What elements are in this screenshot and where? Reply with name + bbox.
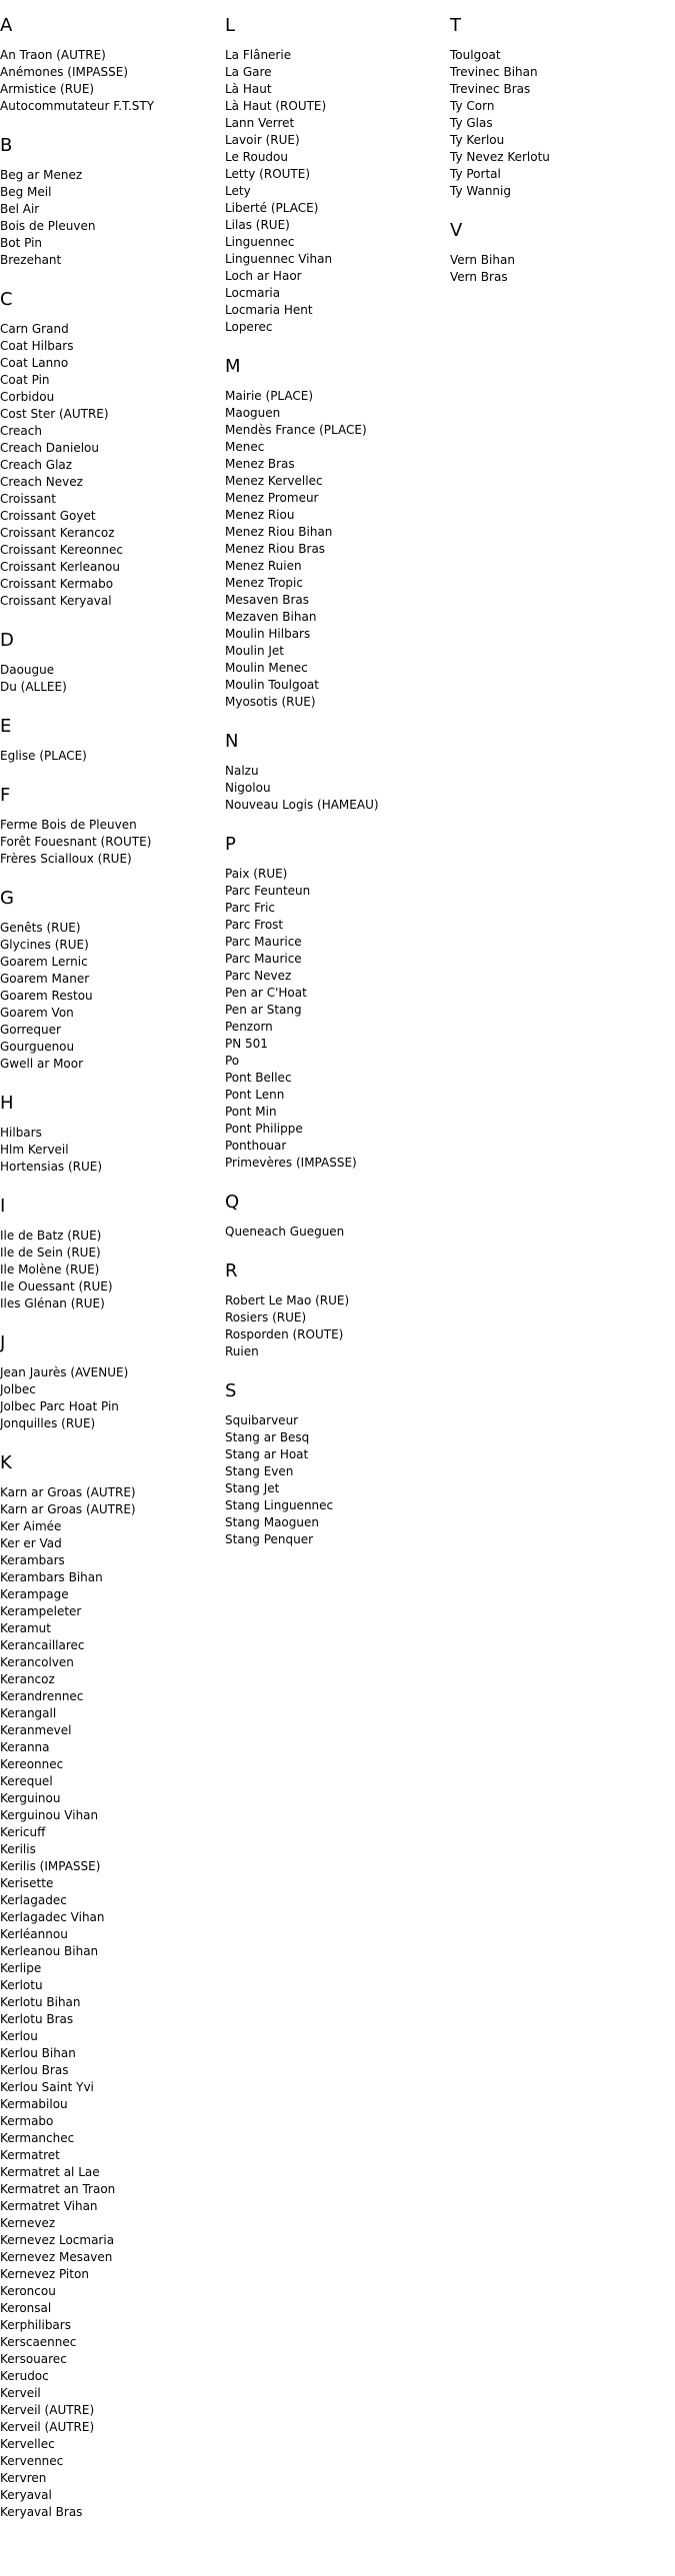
street-link[interactable]: Kerangall bbox=[0, 1706, 57, 1720]
street-link[interactable]: Stang Penquer bbox=[225, 1532, 314, 1546]
section-letter-heading: T bbox=[450, 15, 461, 36]
letter-section bbox=[0, 630, 220, 696]
street-list bbox=[450, 252, 670, 286]
street-link[interactable]: Keryaval bbox=[0, 2488, 52, 2502]
street-link[interactable]: Liberté (PLACE) bbox=[225, 201, 319, 215]
street-link[interactable]: Keranmevel bbox=[0, 1723, 72, 1737]
street-link[interactable]: Le Roudou bbox=[225, 150, 288, 164]
street-link[interactable]: Ker Aimée bbox=[0, 1519, 62, 1533]
street-link[interactable]: Kerleanou Bihan bbox=[0, 1944, 99, 1958]
street-link[interactable]: Kermatret an Traon bbox=[0, 2182, 116, 2196]
street-list bbox=[0, 321, 220, 610]
street-link[interactable]: Bel Air bbox=[0, 202, 40, 216]
street-link[interactable]: Linguennec Vihan bbox=[225, 252, 333, 266]
street-link[interactable]: Kerandrennec bbox=[0, 1689, 84, 1703]
section-letter-heading: D bbox=[0, 630, 14, 651]
street-link[interactable]: Kerlagadec bbox=[0, 1893, 67, 1907]
street-link[interactable]: Ferme Bois de Pleuven bbox=[0, 818, 137, 832]
letter-section bbox=[0, 1452, 220, 2521]
street-link[interactable]: La Gare bbox=[225, 65, 272, 79]
street-link[interactable]: Beg Meil bbox=[0, 185, 52, 199]
letter-section bbox=[0, 1196, 220, 1312]
street-link[interactable]: Genêts (RUE) bbox=[0, 921, 81, 935]
street-link[interactable]: Stang Jet bbox=[225, 1481, 280, 1495]
street-link[interactable]: Menez Riou bbox=[225, 508, 295, 522]
street-link[interactable]: Croissant Kereonnec bbox=[0, 543, 123, 557]
street-list bbox=[225, 388, 445, 711]
street-link[interactable]: Ty Kerlou bbox=[450, 133, 505, 147]
letter-section bbox=[225, 1380, 445, 1548]
street-link[interactable]: Ile de Batz (RUE) bbox=[0, 1229, 102, 1243]
street-link[interactable]: Eglise (PLACE) bbox=[0, 749, 87, 763]
street-link[interactable]: Nigolou bbox=[225, 781, 271, 795]
street-link[interactable]: Ty Wannig bbox=[450, 184, 511, 198]
section-letter-heading: L bbox=[225, 15, 236, 36]
street-link[interactable]: Ile Molène (RUE) bbox=[0, 1263, 100, 1277]
street-link[interactable]: Goarem Maner bbox=[0, 972, 90, 986]
street-link[interactable]: Kerveil bbox=[0, 2386, 41, 2400]
index-column bbox=[225, 15, 445, 1568]
street-link[interactable]: Parc Fric bbox=[225, 901, 276, 915]
street-link[interactable]: Parc Frost bbox=[225, 918, 284, 932]
street-link[interactable]: Parc Maurice bbox=[225, 935, 302, 949]
section-letter-heading: M bbox=[225, 356, 241, 377]
street-list bbox=[0, 1364, 220, 1432]
street-link[interactable]: Kerphilibars bbox=[0, 2318, 71, 2332]
street-link[interactable]: Vern Bras bbox=[450, 270, 508, 284]
letter-section bbox=[450, 220, 670, 286]
street-link[interactable]: Paix (RUE) bbox=[225, 867, 288, 881]
street-list bbox=[225, 1292, 445, 1360]
street-link[interactable]: Moulin Jet bbox=[225, 644, 285, 658]
street-link[interactable]: Vern Bihan bbox=[450, 253, 515, 267]
section-letter-heading: J bbox=[0, 1332, 6, 1353]
street-link[interactable]: Moulin Toulgoat bbox=[225, 678, 319, 692]
street-link[interactable]: Armistice (RUE) bbox=[0, 82, 95, 96]
street-link[interactable]: Kerancolven bbox=[0, 1655, 74, 1669]
street-link[interactable]: Kerequel bbox=[0, 1774, 53, 1788]
street-link[interactable]: Iles Glénan (RUE) bbox=[0, 1296, 105, 1310]
street-link[interactable]: Gourguenou bbox=[0, 1040, 75, 1054]
street-link[interactable]: Cost Ster (AUTRE) bbox=[0, 407, 109, 421]
street-link[interactable]: Kerlotu bbox=[0, 1978, 43, 1992]
street-link[interactable]: Kersouarec bbox=[0, 2352, 67, 2366]
street-link[interactable]: Moulin Menec bbox=[225, 661, 308, 675]
street-list bbox=[0, 817, 220, 868]
street-link[interactable]: Gwell ar Moor bbox=[0, 1057, 84, 1071]
street-link[interactable]: Kermatret Vihan bbox=[0, 2199, 98, 2213]
letter-section bbox=[0, 135, 220, 269]
letter-section bbox=[225, 731, 445, 814]
letter-section bbox=[0, 785, 220, 868]
street-link[interactable]: Pen ar C'Hoat bbox=[225, 986, 307, 1000]
street-link[interactable]: Mendès France (PLACE) bbox=[225, 423, 367, 437]
street-link[interactable]: Gorrequer bbox=[0, 1023, 61, 1037]
letter-section bbox=[225, 834, 445, 1172]
street-list bbox=[225, 866, 445, 1172]
street-link[interactable]: Stang Even bbox=[225, 1464, 294, 1478]
street-link[interactable]: Pont Lenn bbox=[225, 1088, 285, 1102]
street-link[interactable]: Kernevez Piton bbox=[0, 2267, 89, 2281]
street-link[interactable]: Jolbec bbox=[0, 1382, 36, 1396]
street-link[interactable]: Goarem Lernic bbox=[0, 955, 88, 969]
street-list bbox=[0, 748, 220, 765]
street-link[interactable]: Forêt Fouesnant (ROUTE) bbox=[0, 835, 152, 849]
street-list bbox=[225, 47, 445, 336]
street-link[interactable]: Kerudoc bbox=[0, 2369, 49, 2383]
street-link[interactable]: Kermabilou bbox=[0, 2097, 68, 2111]
street-link[interactable]: Croissant bbox=[0, 492, 56, 506]
street-list bbox=[0, 167, 220, 269]
street-link[interactable]: Kereonnec bbox=[0, 1757, 64, 1771]
street-link[interactable]: Kermatret al Lae bbox=[0, 2165, 100, 2179]
street-link[interactable]: Loperec bbox=[225, 320, 273, 334]
section-letter-heading: R bbox=[225, 1261, 238, 1282]
street-link[interactable]: Primevères (IMPASSE) bbox=[225, 1156, 357, 1170]
letter-section bbox=[225, 1261, 445, 1360]
street-link[interactable]: Glycines (RUE) bbox=[0, 938, 89, 952]
street-link[interactable]: Menez Promeur bbox=[225, 491, 319, 505]
street-link[interactable]: Parc Nevez bbox=[225, 969, 292, 983]
street-link[interactable]: Karn ar Groas (AUTRE) bbox=[0, 1485, 136, 1499]
street-link[interactable]: Jonquilles (RUE) bbox=[0, 1416, 96, 1430]
street-link[interactable]: Squibarveur bbox=[225, 1413, 299, 1427]
street-link[interactable]: Lilas (RUE) bbox=[225, 218, 290, 232]
street-link[interactable]: Coat Pin bbox=[0, 373, 50, 387]
section-letter-heading: P bbox=[225, 834, 236, 855]
street-link[interactable]: Loch ar Haor bbox=[225, 269, 302, 283]
street-link[interactable]: Rosiers (RUE) bbox=[225, 1310, 307, 1324]
street-link[interactable]: Kermanchec bbox=[0, 2131, 75, 2145]
street-link[interactable]: Mairie (PLACE) bbox=[225, 389, 314, 403]
street-link[interactable]: Stang Linguennec bbox=[225, 1498, 334, 1512]
street-link[interactable]: Kerancoz bbox=[0, 1672, 55, 1686]
letter-section bbox=[0, 289, 220, 610]
letter-section bbox=[225, 356, 445, 711]
street-link[interactable]: Lann Verret bbox=[225, 116, 295, 130]
street-link[interactable]: Kerlotu Bihan bbox=[0, 1995, 81, 2009]
street-link[interactable]: An Traon (AUTRE) bbox=[0, 48, 106, 62]
letter-section bbox=[0, 1332, 220, 1432]
index-column bbox=[450, 15, 670, 306]
street-link[interactable]: Lavoir (RUE) bbox=[225, 133, 300, 147]
street-link[interactable]: Croissant Keryaval bbox=[0, 594, 112, 608]
street-link[interactable]: Corbidou bbox=[0, 390, 55, 404]
street-link[interactable]: Kerampeleter bbox=[0, 1604, 82, 1618]
street-link[interactable]: Kernevez Mesaven bbox=[0, 2250, 113, 2264]
section-letter-heading: E bbox=[0, 716, 12, 737]
street-link[interactable]: Kerguinou bbox=[0, 1791, 61, 1805]
street-link[interactable]: Kermabo bbox=[0, 2114, 54, 2128]
street-link[interactable]: Autocommutateur F.T.STY bbox=[0, 99, 155, 113]
street-link[interactable]: Menez Riou Bihan bbox=[225, 525, 333, 539]
street-link[interactable]: Kerléannou bbox=[0, 1927, 68, 1941]
street-link[interactable]: Hlm Kerveil bbox=[0, 1143, 69, 1157]
street-link[interactable]: Du (ALLEE) bbox=[0, 680, 67, 694]
street-link[interactable]: Stang ar Hoat bbox=[225, 1447, 309, 1461]
street-link[interactable]: Goarem Restou bbox=[0, 989, 93, 1003]
street-link[interactable]: Mezaven Bihan bbox=[225, 610, 317, 624]
street-link[interactable]: Ty Nevez Kerlotu bbox=[450, 150, 550, 164]
street-link[interactable]: Kericuff bbox=[0, 1825, 46, 1839]
street-link[interactable]: Ile de Sein (RUE) bbox=[0, 1246, 101, 1260]
street-link[interactable]: Là Haut (ROUTE) bbox=[225, 99, 327, 113]
section-letter-heading: B bbox=[0, 135, 13, 156]
street-link[interactable]: Kerilis (IMPASSE) bbox=[0, 1859, 101, 1873]
letter-section bbox=[0, 1093, 220, 1176]
street-link[interactable]: Ile Ouessant (RUE) bbox=[0, 1280, 113, 1293]
street-link[interactable]: Penzorn bbox=[225, 1020, 273, 1034]
street-list bbox=[225, 763, 445, 814]
street-link[interactable]: Queneach Gueguen bbox=[225, 1225, 345, 1239]
street-link[interactable]: Kervennec bbox=[0, 2454, 64, 2468]
street-link[interactable]: Lety bbox=[225, 184, 251, 198]
street-link[interactable]: Maoguen bbox=[225, 406, 281, 420]
street-link[interactable]: Kerscaennec bbox=[0, 2335, 77, 2349]
street-link[interactable]: Keronsal bbox=[0, 2301, 52, 2315]
street-list bbox=[225, 1224, 445, 1241]
index-column bbox=[0, 15, 220, 2541]
street-link[interactable]: Croissant Kerleanou bbox=[0, 560, 120, 574]
street-link[interactable]: Toulgoat bbox=[450, 48, 501, 62]
street-link[interactable]: Ponthouar bbox=[225, 1139, 287, 1153]
section-letter-heading: G bbox=[0, 888, 14, 909]
street-link[interactable]: Jean Jaurès (AVENUE) bbox=[0, 1365, 129, 1379]
section-letter-heading: C bbox=[0, 289, 13, 310]
street-link[interactable]: Pen ar Stang bbox=[225, 1003, 302, 1017]
street-link[interactable]: Locmaria Hent bbox=[225, 303, 313, 317]
street-link[interactable]: Kerlou bbox=[0, 2029, 38, 2043]
street-link[interactable]: Bois de Pleuven bbox=[0, 219, 96, 233]
street-link[interactable]: Keryaval Bras bbox=[0, 2505, 83, 2519]
street-link[interactable]: Menez Riou Bras bbox=[225, 542, 326, 556]
street-link[interactable]: Robert Le Mao (RUE) bbox=[225, 1293, 350, 1307]
street-link[interactable]: Keranna bbox=[0, 1740, 50, 1754]
street-link[interactable]: Locmaria bbox=[225, 286, 281, 300]
street-link[interactable]: Creach bbox=[0, 424, 42, 438]
street-link[interactable]: Keroncou bbox=[0, 2284, 56, 2298]
street-link[interactable]: PN 501 bbox=[225, 1037, 268, 1051]
section-letter-heading: A bbox=[0, 15, 13, 36]
street-link[interactable]: Kerlou Bihan bbox=[0, 2046, 76, 2060]
street-link[interactable]: Linguennec bbox=[225, 235, 295, 249]
street-link[interactable]: Menez Ruien bbox=[225, 559, 302, 573]
section-letter-heading: F bbox=[0, 785, 11, 806]
street-link[interactable]: Kerlotu Bras bbox=[0, 2012, 74, 2026]
street-link[interactable]: Kerveil (AUTRE) bbox=[0, 2420, 95, 2434]
section-letter-heading: V bbox=[450, 220, 463, 241]
street-link[interactable]: Kerilis bbox=[0, 1842, 36, 1856]
street-link[interactable]: Menez Bras bbox=[225, 457, 295, 471]
section-letter-heading: N bbox=[225, 731, 239, 752]
street-link[interactable]: Ruien bbox=[225, 1344, 259, 1358]
street-link[interactable]: Parc Maurice bbox=[225, 952, 302, 966]
street-link[interactable]: Letty (ROUTE) bbox=[225, 167, 311, 181]
street-list bbox=[0, 1484, 220, 2521]
street-link[interactable]: Kermatret bbox=[0, 2148, 60, 2162]
street-link[interactable]: Moulin Hilbars bbox=[225, 627, 311, 641]
street-link[interactable]: Pont Philippe bbox=[225, 1122, 303, 1136]
street-link[interactable]: Kerlou Bras bbox=[0, 2063, 69, 2077]
street-link[interactable]: Croissant Kerancoz bbox=[0, 526, 115, 540]
street-link[interactable]: Nouveau Logis (HAMEAU) bbox=[225, 798, 379, 812]
street-link[interactable]: Croissant Goyet bbox=[0, 509, 96, 523]
street-link[interactable]: Kerambars Bihan bbox=[0, 1570, 103, 1584]
street-link[interactable]: Brezehant bbox=[0, 253, 62, 267]
street-link[interactable]: Trevinec Bras bbox=[450, 82, 531, 96]
street-link[interactable]: Kervren bbox=[0, 2471, 47, 2485]
street-link[interactable]: Beg ar Menez bbox=[0, 168, 83, 182]
street-link[interactable]: Creach Danielou bbox=[0, 441, 99, 455]
street-link[interactable]: Rosporden (ROUTE) bbox=[225, 1327, 344, 1341]
letter-section bbox=[225, 1192, 445, 1241]
street-link[interactable]: Ty Glas bbox=[450, 116, 493, 130]
street-link[interactable]: La Flânerie bbox=[225, 48, 292, 62]
section-letter-heading: H bbox=[0, 1093, 14, 1114]
letter-section bbox=[0, 716, 220, 765]
section-letter-heading: Q bbox=[225, 1192, 240, 1213]
street-link[interactable]: Kerisette bbox=[0, 1876, 54, 1890]
letter-section bbox=[0, 888, 220, 1073]
street-link[interactable]: Anémones (IMPASSE) bbox=[0, 65, 129, 79]
street-link[interactable]: Kernevez Locmaria bbox=[0, 2233, 115, 2247]
street-link[interactable]: Kerguinou Vihan bbox=[0, 1808, 99, 1822]
street-link[interactable]: Keramut bbox=[0, 1621, 51, 1635]
street-link[interactable]: Coat Lanno bbox=[0, 356, 69, 370]
street-link[interactable]: Menez Tropic bbox=[225, 576, 303, 590]
street-link[interactable]: Là Haut bbox=[225, 82, 272, 96]
section-letter-heading: S bbox=[225, 1380, 237, 1401]
street-link[interactable]: Kervellec bbox=[0, 2437, 55, 2451]
street-list bbox=[0, 920, 220, 1073]
letter-section bbox=[225, 15, 445, 336]
street-link[interactable]: Carn Grand bbox=[0, 322, 69, 336]
street-link[interactable]: Frères Scialloux (RUE) bbox=[0, 852, 132, 866]
street-link[interactable]: Kerancaillarec bbox=[0, 1638, 85, 1652]
street-list bbox=[0, 1125, 220, 1176]
street-link[interactable]: Kerlagadec Vihan bbox=[0, 1910, 105, 1924]
street-link[interactable]: Creach Nevez bbox=[0, 475, 83, 489]
street-link[interactable]: Trevinec Bihan bbox=[450, 65, 538, 79]
letter-section bbox=[450, 15, 670, 200]
street-link[interactable]: Daougue bbox=[0, 663, 55, 677]
street-link[interactable]: Nalzu bbox=[225, 764, 259, 778]
street-link[interactable]: Coat Hilbars bbox=[0, 339, 74, 353]
street-link[interactable]: Stang Maoguen bbox=[225, 1515, 319, 1529]
street-link[interactable]: Kerlou Saint Yvi bbox=[0, 2080, 94, 2094]
street-link[interactable]: Pont Min bbox=[225, 1105, 277, 1119]
street-link[interactable]: Goarem Von bbox=[0, 1006, 74, 1020]
street-link[interactable]: Creach Glaz bbox=[0, 458, 73, 472]
street-link[interactable]: Po bbox=[225, 1054, 240, 1068]
street-link[interactable]: Croissant Kermabo bbox=[0, 577, 114, 591]
street-link[interactable]: Hilbars bbox=[0, 1126, 42, 1140]
street-link[interactable]: Karn ar Groas (AUTRE) bbox=[0, 1502, 136, 1516]
street-link[interactable]: Myosotis (RUE) bbox=[225, 695, 316, 709]
street-list bbox=[0, 1228, 220, 1312]
street-link[interactable]: Parc Feunteun bbox=[225, 884, 311, 898]
letter-section bbox=[0, 15, 220, 115]
street-link[interactable]: Mesaven Bras bbox=[225, 593, 310, 607]
street-link[interactable]: Ker er Vad bbox=[0, 1536, 62, 1550]
street-link[interactable]: Kernevez bbox=[0, 2216, 56, 2230]
street-link[interactable]: Jolbec Parc Hoat Pin bbox=[0, 1399, 119, 1413]
street-list bbox=[0, 662, 220, 696]
street-link[interactable]: Ty Corn bbox=[450, 99, 495, 113]
section-letter-heading: K bbox=[0, 1452, 12, 1473]
street-link[interactable]: Bot Pin bbox=[0, 236, 43, 250]
section-letter-heading: I bbox=[0, 1196, 6, 1217]
street-list bbox=[450, 47, 670, 200]
street-link[interactable]: Kerampage bbox=[0, 1587, 69, 1601]
street-link[interactable]: Stang ar Besq bbox=[225, 1430, 310, 1444]
street-link[interactable]: Hortensias (RUE) bbox=[0, 1160, 103, 1174]
street-link[interactable]: Pont Bellec bbox=[225, 1071, 292, 1085]
street-list bbox=[225, 1412, 445, 1548]
street-link[interactable]: Menec bbox=[225, 440, 265, 454]
street-link[interactable]: Kerambars bbox=[0, 1553, 65, 1567]
street-link[interactable]: Kerveil (AUTRE) bbox=[0, 2403, 95, 2417]
street-link[interactable]: Menez Kervellec bbox=[225, 474, 323, 488]
street-list bbox=[0, 47, 220, 115]
street-link[interactable]: Ty Portal bbox=[450, 167, 501, 181]
street-link[interactable]: Kerlipe bbox=[0, 1961, 42, 1975]
